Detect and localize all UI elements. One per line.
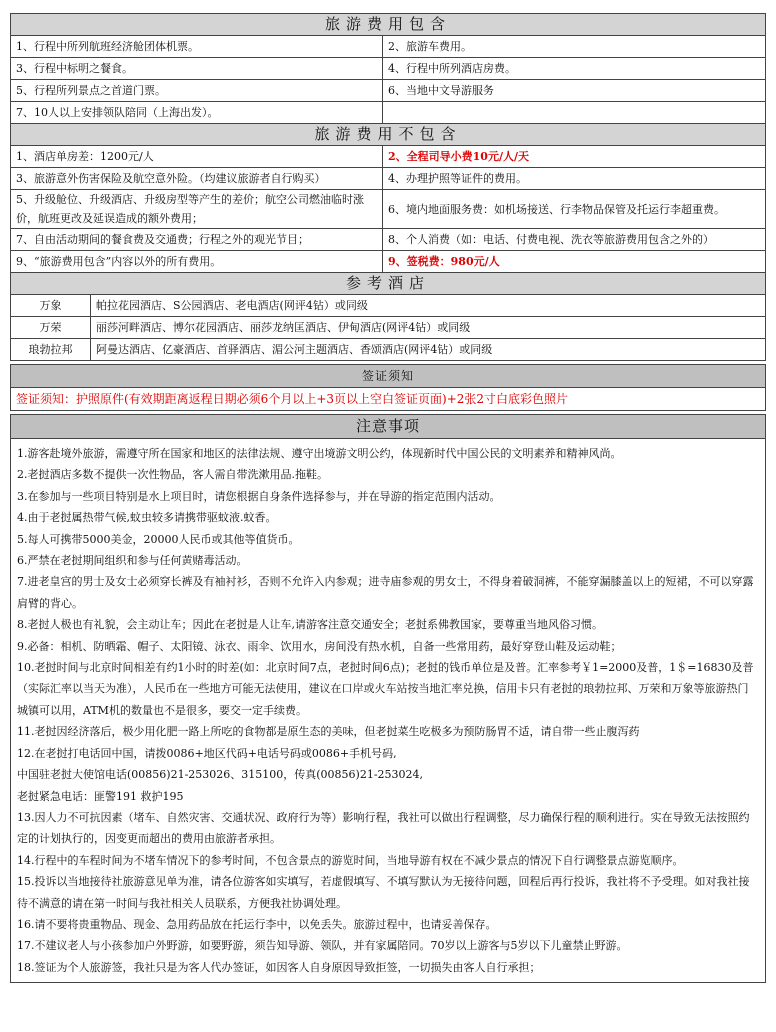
note-item: 4.由于老挝属热带气候,蚊虫较多请携带驱蚊液.蚊香。 bbox=[17, 511, 277, 525]
notes-table bbox=[10, 414, 766, 439]
notes-title: 注意事项 bbox=[11, 415, 766, 439]
note-item: 13.因人力不可抗因素（堵车、自然灾害、交通状况、政府行为等）影响行程，我社可以做出行程调整，尽力确保行程的顺利进行。实在导致无法按照约定的计划执行的，因变更而超出的费用由旅游者承担。 bbox=[17, 810, 750, 846]
excluded-table bbox=[10, 123, 766, 273]
notes-body bbox=[10, 438, 766, 983]
included-table bbox=[10, 13, 766, 124]
note-item: 中国驻老挝大使馆电话(00856)21-253026、315100，传真(00856)21-253024, bbox=[17, 768, 424, 782]
excluded-item: 9、签税费：980元/人 bbox=[383, 251, 766, 273]
note-item: 2.老挝酒店多数不提供一次性物品，客人需自带洗漱用品.拖鞋。 bbox=[17, 468, 328, 482]
note-item: 9.必备：相机、防晒霜、帽子、太阳镜、泳衣、雨伞、饮用水，房间没有热水机，自备一些常用药，最好穿登山鞋及运动鞋； bbox=[17, 639, 622, 653]
note-item: 18.签证为个人旅游签，我社只是为客人代办签证，如因客人自身原因导致拒签，一切损失由客人自行承担； bbox=[17, 960, 541, 974]
excluded-item: 7、自由活动期间的餐食费及交通费；行程之外的观光节目； bbox=[11, 229, 383, 251]
hotel-list: 帕拉花园酒店、S公园酒店、老电酒店(网评4钻）或同级 bbox=[91, 295, 766, 317]
included-item: 3、行程中标明之餐食。 bbox=[11, 58, 383, 80]
visa-table bbox=[10, 364, 766, 411]
visa-title: 签证须知 bbox=[11, 365, 766, 388]
hotel-city: 万象 bbox=[11, 295, 91, 317]
excluded-title: 旅游费用不包含 bbox=[11, 124, 766, 146]
note-item: 5.每人可携带5000美金，20000人民币或其他等值货币。 bbox=[17, 532, 300, 546]
note-item: 12.在老挝打电话回中国，请拨0086+地区代码+电话号码或0086+手机号码, bbox=[17, 746, 397, 760]
note-item: 1.游客赴境外旅游，需遵守所在国家和地区的法律法规、遵守出境游文明公约，体现新时代中国公民的文明素养和精神风尚。 bbox=[17, 447, 622, 460]
included-item: 2、旅游车费用。 bbox=[383, 36, 766, 58]
note-item: 老挝紧急电话：匪警191 救护195 bbox=[17, 789, 184, 803]
visa-text: 签证须知：护照原件(有效期距离返程日期必须6个月以上+3页以上空白签证页面)+2张2寸白底彩色照片 bbox=[11, 388, 766, 411]
excluded-item: 9、“旅游费用包含”内容以外的所有费用。 bbox=[11, 251, 383, 273]
excluded-item: 6、境内地面服务费：如机场接送、行李物品保管及托运行李超重费。 bbox=[383, 190, 766, 229]
note-item: 3.在参加与一些项目特别是水上项目时，请您根据自身条件选择参与，并在导游的指定范围内活动。 bbox=[17, 489, 501, 503]
note-item: 8.老挝人极也有礼貌，会主动让车；因此在老挝是人让车,请游客注意交通安全；老挝系佛教国家，要尊重当地风俗习惯。 bbox=[17, 618, 603, 632]
itinerary-terms-page bbox=[10, 13, 766, 983]
included-item: 5、行程所列景点之首道门票。 bbox=[11, 80, 383, 102]
hotel-list: 丽莎河畔酒店、博尔花园酒店、丽莎龙纳匡酒店、伊甸酒店(网评4钻）或同级 bbox=[91, 317, 766, 339]
excluded-item: 2、全程司导小费10元/人/天 bbox=[383, 146, 766, 168]
excluded-item: 1、酒店单房差：1200元/人 bbox=[11, 146, 383, 168]
note-item: 16.请不要将贵重物品、现金、急用药品放在托运行李中，以免丢失。旅游过程中，也请妥善保存。 bbox=[17, 917, 497, 931]
included-item: 7、10人以上安排领队陪同（上海出发）。 bbox=[11, 102, 383, 124]
excluded-item: 4、办理护照等证件的费用。 bbox=[383, 168, 766, 190]
included-item: 4、行程中所列酒店房费。 bbox=[383, 58, 766, 80]
note-item: 7.进老皇宫的男士及女士必须穿长裤及有袖衬衫，否则不允许入内参观；进寺庙参观的男女士，不得身着破洞裤，不能穿漏膝盖以上的短裙，不可以穿露肩臂的背心。 bbox=[17, 575, 754, 610]
included-item: 1、行程中所列航班经济舱团体机票。 bbox=[11, 36, 383, 58]
included-item: 6、当地中文导游服务 bbox=[383, 80, 766, 102]
hotel-list: 阿曼达酒店、亿豪酒店、首驿酒店、湄公河主题酒店、香颂酒店(网评4钻）或同级 bbox=[91, 339, 766, 361]
hotel-city: 琅勃拉邦 bbox=[11, 339, 91, 361]
excluded-item: 5、升级舱位、升级酒店、升级房型等产生的差价；航空公司燃油临时涨价，航班更改及延误造成的额外费用； bbox=[11, 190, 383, 229]
note-item: 15.投诉以当地接待社旅游意见单为准，请各位游客如实填写，若虚假填写、不填写默认为无接待问题，回程后再行投诉，我社将不予受理。如对我社接待不满意的请在第一时间与我社相关人员联系，方便我社协调处理。 bbox=[17, 875, 750, 910]
hotel-city: 万荣 bbox=[11, 317, 91, 339]
note-item: 6.严禁在老挝期间组织和参与任何黄赌毒活动。 bbox=[17, 554, 248, 568]
included-title: 旅游费用包含 bbox=[11, 14, 766, 36]
excluded-item: 3、旅游意外伤害保险及航空意外险。（均建议旅游者自行购买） bbox=[11, 168, 383, 190]
notes-list bbox=[11, 439, 766, 983]
hotels-table bbox=[10, 272, 766, 361]
note-item: 10.老挝时间与北京时间相差有约1小时的时差(如：北京时间7点，老挝时间6点)；老挝的钱币单位是及普。汇率参考￥1=2000及普，1＄=16830及普（实际汇率以当天为准），人民币在一些地方可能无法使用，建议在口岸或火车站按当地汇率兑换，信用卡只有老挝的琅勃拉邦、万荣和万象等旅游热门城镇可以用，ATM机的数量也不是很多，要交一定手续费。 bbox=[17, 661, 754, 717]
note-item: 17.不建议老人与小孩参加户外野游，如要野游，须告知导游、领队，并有家属陪同。70岁以上游客与5岁以下儿童禁止野游。 bbox=[17, 939, 628, 953]
excluded-item: 8、个人消费（如：电话、付费电视、洗衣等旅游费用包含之外的） bbox=[383, 229, 766, 251]
note-item: 14.行程中的车程时间为不堵车情况下的参考时间，不包含景点的游览时间，当地导游有权在不减少景点的情况下自行调整景点游览顺序。 bbox=[17, 853, 684, 867]
note-item: 11.老挝因经济落后，极少用化肥一路上所吃的食物都是原生态的美味，但老挝菜生吃极多为预防肠胃不适，请自带一些止腹泻药 bbox=[17, 725, 640, 739]
hotels-title: 参考酒店 bbox=[11, 273, 766, 295]
